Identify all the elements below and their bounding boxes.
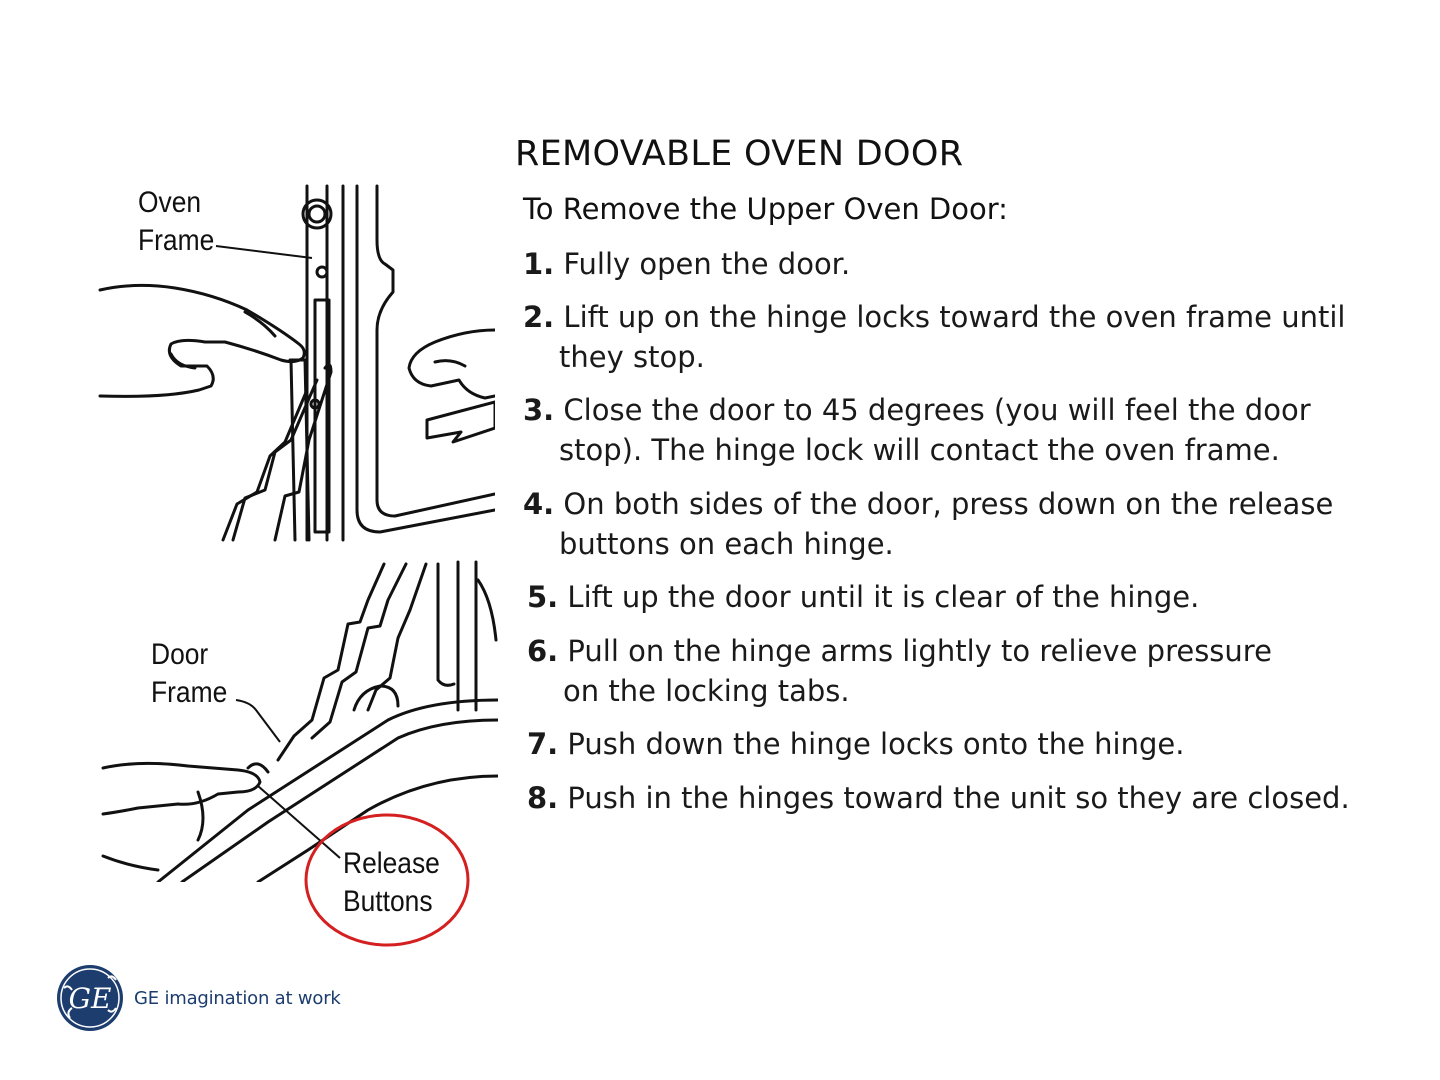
step-text: Lift up the door until it is clear of the hinge. (567, 580, 1200, 614)
step-item (527, 724, 1184, 764)
step-text: Push down the hinge locks onto the hinge. (567, 727, 1185, 761)
step-text: Pull on the hinge arms lightly to relieve pressure (567, 634, 1272, 668)
step-item (523, 390, 1311, 470)
door-frame-label: Door Frame (151, 638, 228, 709)
step-text: Push in the hinges toward the unit so they are closed. (567, 781, 1350, 815)
oven-frame-leader-line (214, 236, 334, 266)
step-item (527, 631, 1272, 711)
step-text-continued: on the locking tabs. (563, 674, 850, 708)
ge-logo (56, 964, 341, 1032)
step-number: 8. (527, 781, 559, 815)
step-text-continued: they stop. (559, 340, 705, 374)
step-number: 2. (523, 300, 555, 334)
ge-monogram-text: GE (68, 982, 112, 1015)
step-text: On both sides of the door, press down on the release (563, 487, 1334, 521)
step-number: 1. (523, 247, 555, 281)
ge-tagline: GE imagination at work (134, 987, 341, 1009)
step-number: 5. (527, 580, 559, 614)
step-text: Fully open the door. (563, 247, 851, 281)
step-text: Lift up on the hinge locks toward the oven frame until (563, 300, 1346, 334)
step-text-continued: buttons on each hinge. (559, 527, 894, 561)
step-number: 7. (527, 727, 559, 761)
release-buttons-highlight-circle (303, 812, 473, 952)
section-subtitle: To Remove the Upper Oven Door: (523, 192, 1008, 226)
oven-frame-label: Oven Frame (138, 186, 215, 257)
step-item (523, 244, 850, 284)
step-item (523, 484, 1333, 564)
door-frame-leader-line (232, 696, 292, 746)
step-number: 6. (527, 634, 559, 668)
ge-monogram-icon (56, 964, 124, 1032)
step-number: 3. (523, 393, 555, 427)
step-text-continued: stop). The hinge lock will contact the oven frame. (559, 433, 1280, 467)
step-item (527, 577, 1199, 617)
step-text: Close the door to 45 degrees (you will feel the door (563, 393, 1311, 427)
release-buttons-label: Release Buttons (343, 847, 440, 918)
page-title: REMOVABLE OVEN DOOR (515, 134, 964, 174)
step-item (527, 778, 1350, 818)
step-number: 4. (523, 487, 555, 521)
step-item (523, 297, 1346, 377)
